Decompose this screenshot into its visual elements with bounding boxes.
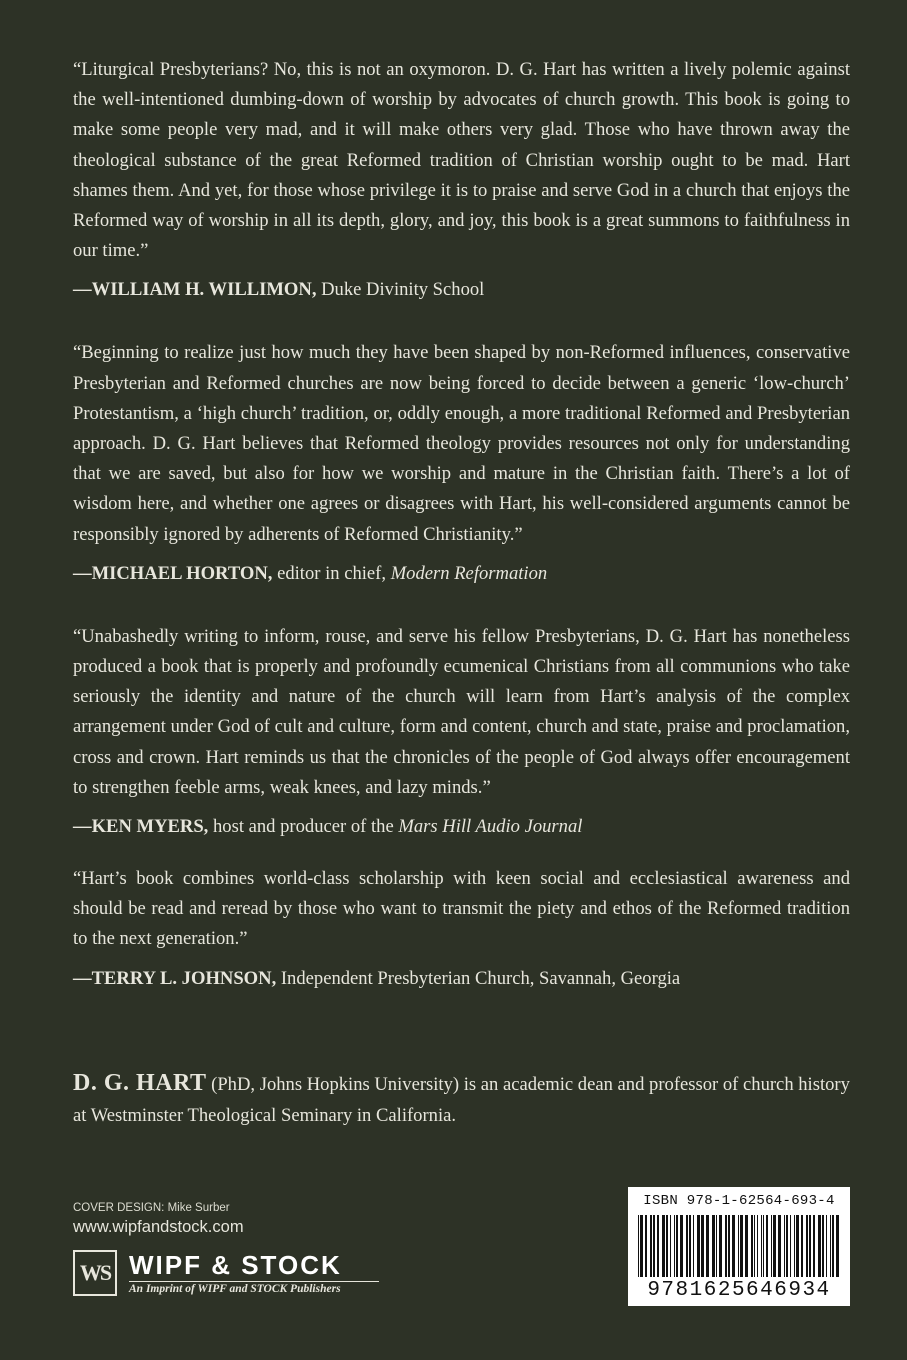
endorsement-quote: “Hart’s book combines world-class scholarship with keen social and ecclesiastical awareness and should be read and reread by those who want to transmit the piety and ethos of the Reformed tradition to the next generation.” [73,868,850,950]
barcode-bar [706,1215,709,1277]
barcode-bar [818,1215,821,1277]
endorsement-attribution [73,275,850,305]
barcode-bar [796,1215,799,1277]
barcode-bar [740,1215,743,1277]
barcode-bar [784,1215,785,1277]
barcode-bar [778,1215,781,1277]
barcode-bar [712,1215,715,1277]
endorsement-horton [73,338,850,588]
endorser-publication: Mars Hill Audio Journal [398,816,583,838]
endorsements [73,55,850,994]
barcode-bar [638,1215,639,1277]
publisher-name: WIPF & STOCK [129,1250,342,1280]
endorser-name: —MICHAEL HORTON, [73,562,273,584]
endorser-affiliation: Duke Divinity School [316,279,485,301]
barcode-bar [666,1215,668,1277]
barcode-bar [766,1215,768,1277]
barcode-bar [822,1215,824,1277]
barcode-bar [650,1215,652,1277]
barcode-icon [638,1215,840,1277]
barcode-bar [640,1215,643,1277]
barcode-bar [689,1215,691,1277]
barcode-bar [725,1215,727,1277]
publisher-imprint: An Imprint of WIPF and STOCK Publishers [129,1283,341,1295]
barcode-bar [773,1215,776,1277]
barcode-bar [826,1215,827,1277]
barcode-bar [832,1215,834,1277]
author-name: D. G. HART [73,1070,207,1096]
barcode-bar [732,1215,735,1277]
barcode-bar [757,1215,758,1277]
barcode-bar [697,1215,700,1277]
barcode-bar [801,1215,803,1277]
endorsement-attribution [73,964,850,994]
endorser-name: —KEN MYERS, [73,816,209,838]
barcode-bar [693,1215,694,1277]
endorsement-quote: “Beginning to realize just how much they have been shaped by non-Reformed influences, conservative Presbyterian and Reformed churches are now being forced to decide between a generic ‘low-church’ Protestantism, a ‘high church’ tradition, or, oddly enough, a more traditional Reformed and Presbyterian approach. D. G. Hart believes that Reformed theology provides resources not only for understanding that we are saved, but also for how we worship and mature in the Christian faith. There’s a lot of wisdom here, and whether one agrees or disagrees with Hart, his well-considered arguments cannot be responsibly ignored by adherents of Reformed Christianity.” [73,342,850,545]
barcode-bar [761,1215,762,1277]
endorsement-quote: “Liturgical Presbyterians? No, this is not an oxymoron. D. G. Hart has written a lively polemic against the well-intentioned dumbing-down of worship by advocates of church growth. This book is going to make some people very mad, and it will make others very glad. Those who have thrown away the theological substance of the great Reformed tradition of Christian worship ought to be mad. Hart shames them. And yet, for those whose privilege it is to praise and serve God in a church that enjoys the Reformed way of worship in all its depth, glory, and joy, this book is a great summons to faithfulness in our time.” [73,59,850,262]
barcode-bar [794,1215,795,1277]
barcode-bar [751,1215,753,1277]
endorsement-willimon [73,55,850,305]
endorsement-quote: “Unabashedly writing to inform, rouse, and serve his fellow Presbyterians, D. G. Hart has nonetheless produced a book that is properly and profoundly ecumenical Christians from all communions who take seriously the identity and nature of the church will learn from Hart’s analysis of the complex arrangement under God of cult and culture, form and content, church and state, praise and proclamation, cross and crown. Hart reminds us that the chronicles of the people of God always offer encouragement to strengthen feeble arms, weak knees, and lazy minds.” [73,625,850,798]
endorser-affiliation: editor in chief, [272,562,391,584]
endorser-name: —TERRY L. JOHNSON, [73,967,277,989]
endorser-publication: Modern Reformation [390,562,548,584]
barcode-bar [754,1215,755,1277]
barcode-bar [719,1215,722,1277]
barcode-bar [728,1215,730,1277]
barcode-bar [686,1215,688,1277]
barcode-bar [657,1215,659,1277]
endorsement-myers [73,622,850,842]
publisher-website[interactable]: www.wipfandstock.com [73,1218,244,1236]
barcode-bar [662,1215,665,1277]
barcode-digits: 9781625646934 [647,1279,831,1302]
logo-divider [129,1281,379,1282]
author-bio-text: (PhD, Johns Hopkins University) is an academic dean and professor of church history at Westminster Theological Seminary in California. [73,1074,850,1126]
barcode-bar [836,1215,839,1277]
barcode-bar [771,1215,772,1277]
isbn-label: ISBN 978-1-62564-693-4 [643,1193,835,1209]
barcode-bar [674,1215,675,1277]
barcode-bar [645,1215,647,1277]
barcode-bar [809,1215,811,1277]
barcode-bar [653,1215,655,1277]
barcode-bar [790,1215,791,1277]
cover-design-credit: COVER DESIGN: Mike Surber [73,1202,230,1214]
barcode-bar [830,1215,831,1277]
barcode-bar [763,1215,764,1277]
endorser-name: —WILLIAM H. WILLIMON, [73,279,317,301]
barcode-bar [813,1215,815,1277]
endorser-affiliation: host and producer of the [208,816,399,838]
ws-logo-icon: WS [73,1250,117,1296]
barcode-bar [680,1215,683,1277]
barcode-bar [701,1215,704,1277]
barcode-bar [745,1215,748,1277]
barcode-bar [670,1215,671,1277]
endorsement-attribution [73,812,850,842]
author-bio [73,1068,850,1131]
endorser-affiliation: Independent Presbyterian Church, Savannah, Georgia [276,967,681,989]
credits [73,1202,244,1237]
barcode-bar [676,1215,678,1277]
barcode-bar [716,1215,717,1277]
publisher-logo [73,1250,383,1300]
barcode-bar [806,1215,808,1277]
barcode-bar [738,1215,739,1277]
barcode-bar [786,1215,788,1277]
endorsement-attribution [73,559,850,589]
endorsement-johnson [73,864,850,994]
isbn-barcode [628,1187,850,1306]
